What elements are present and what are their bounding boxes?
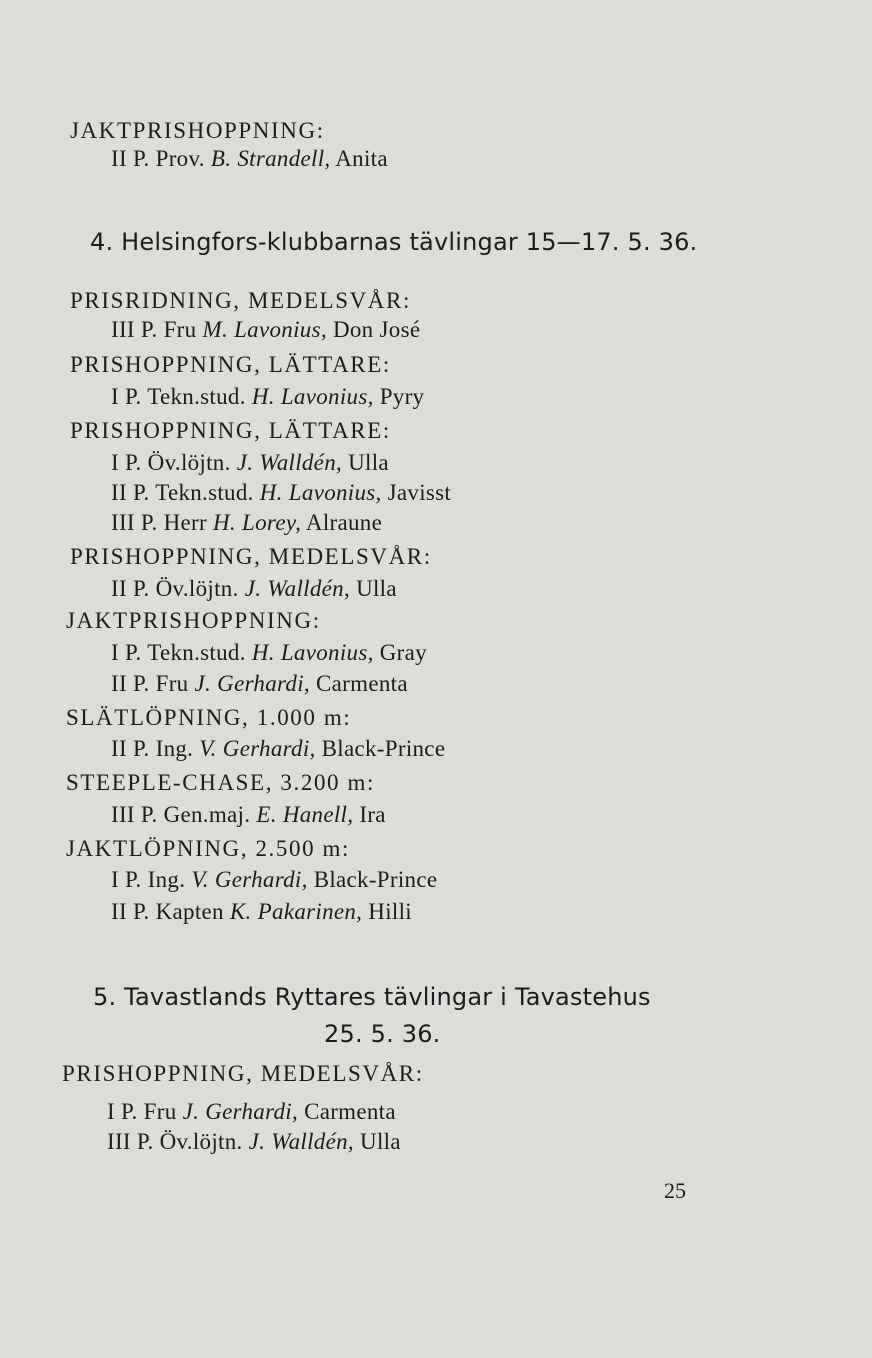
- rider-initial: H.: [259, 480, 283, 505]
- rider-surname: Walldén,: [259, 450, 343, 475]
- rider-initial: H.: [251, 384, 275, 409]
- result-entry: [111, 640, 427, 666]
- placing: I P.: [111, 450, 142, 475]
- result-entry: [111, 510, 382, 536]
- rider-initial: J.: [248, 1129, 266, 1154]
- rider-initial: J.: [182, 1099, 200, 1124]
- placing: III P.: [111, 802, 158, 827]
- event-heading: PRISHOPPNING, LÄTTARE:: [70, 352, 391, 377]
- rider-title: Tekn.stud.: [147, 640, 246, 665]
- rider-title: Tekn.stud.: [155, 480, 254, 505]
- event-heading: PRISHOPPNING, MEDELSVÅR:: [62, 1061, 424, 1086]
- rider-initial: B.: [210, 146, 232, 171]
- placing: III P.: [107, 1129, 154, 1154]
- placing: II P.: [111, 576, 150, 601]
- section-date: 25. 5. 36.: [324, 1020, 441, 1048]
- horse-name: Hilli: [368, 899, 412, 924]
- result-entry: [111, 899, 412, 925]
- section-title: 4. Helsingfors-klubbarnas tävlingar 15—17. 5. 36.: [90, 228, 698, 256]
- result-entry: [111, 736, 445, 762]
- rider-title: Öv.löjtn.: [159, 1129, 243, 1154]
- rider-initial: M.: [202, 317, 229, 342]
- horse-name: Ulla: [360, 1129, 401, 1154]
- placing: II P.: [111, 480, 150, 505]
- placing: III P.: [111, 317, 158, 342]
- rider-title: Öv.löjtn.: [147, 450, 231, 475]
- placing: III P.: [111, 510, 158, 535]
- horse-name: Ulla: [348, 450, 389, 475]
- rider-surname: Walldén,: [267, 576, 350, 601]
- rider-surname: Hanell,: [282, 802, 354, 827]
- result-entry: [111, 802, 386, 828]
- result-entry: [107, 1129, 401, 1155]
- result-entry: [111, 480, 451, 506]
- rider-initial: J.: [236, 450, 254, 475]
- section-title: 5. Tavastlands Ryttares tävlingar i Tavastehus: [93, 983, 651, 1011]
- rider-title: Kapten: [155, 899, 224, 924]
- placing: II P.: [111, 146, 150, 171]
- result-entry: [111, 450, 389, 476]
- horse-name: Anita: [335, 146, 388, 171]
- rider-initial: H.: [213, 510, 236, 535]
- rider-surname: Lavonius,: [288, 480, 382, 505]
- event-heading: STEEPLE-CHASE, 3.200 m:: [66, 770, 375, 795]
- rider-surname: Walldén,: [271, 1129, 354, 1154]
- page-number: 25: [664, 1178, 686, 1203]
- rider-title: Ing.: [147, 867, 186, 892]
- rider-surname: Strandell,: [237, 146, 331, 171]
- placing: I P.: [111, 384, 142, 409]
- placing: II P.: [111, 736, 150, 761]
- rider-title: Gen.maj.: [163, 802, 251, 827]
- rider-surname: Lavonius,: [280, 640, 374, 665]
- placing: I P.: [111, 640, 142, 665]
- rider-title: Fru: [155, 671, 189, 696]
- rider-initial: J.: [194, 671, 212, 696]
- result-entry: [107, 1099, 396, 1125]
- result-entry: [111, 384, 424, 410]
- horse-name: Ira: [359, 802, 386, 827]
- rider-surname: Gerhardi,: [222, 736, 316, 761]
- result-entry: [111, 146, 388, 172]
- rider-title: Ing.: [155, 736, 194, 761]
- rider-title: Prov.: [155, 146, 205, 171]
- rider-initial: K.: [229, 899, 252, 924]
- placing: II P.: [111, 671, 150, 696]
- placing: I P.: [107, 1099, 138, 1124]
- horse-name: Don José: [332, 317, 421, 342]
- event-heading: SLÄTLÖPNING, 1.000 m:: [66, 705, 352, 730]
- horse-name: Alraune: [305, 510, 383, 535]
- horse-name: Carmenta: [316, 671, 408, 696]
- horse-name: Carmenta: [304, 1099, 396, 1124]
- rider-title: Öv.löjtn.: [155, 576, 239, 601]
- rider-surname: Gerhardi,: [214, 867, 308, 892]
- result-entry: [111, 576, 397, 602]
- result-entry: [111, 867, 437, 893]
- rider-surname: Gerhardi,: [205, 1099, 299, 1124]
- event-heading: PRISHOPPNING, LÄTTARE:: [70, 418, 391, 443]
- event-heading: PRISRIDNING, MEDELSVÅR:: [70, 288, 411, 313]
- horse-name: Pyry: [379, 384, 425, 409]
- rider-surname: Pakarinen,: [257, 899, 363, 924]
- event-heading: PRISHOPPNING, MEDELSVÅR:: [70, 544, 432, 569]
- rider-initial: V.: [199, 736, 217, 761]
- rider-initial: J.: [244, 576, 262, 601]
- placing: I P.: [111, 867, 142, 892]
- placing: II P.: [111, 899, 150, 924]
- rider-initial: V.: [191, 867, 209, 892]
- rider-surname: Lavonius,: [234, 317, 327, 342]
- horse-name: Black-Prince: [321, 736, 446, 761]
- event-heading: JAKTPRISHOPPNING:: [70, 118, 325, 143]
- rider-initial: H.: [251, 640, 275, 665]
- event-heading: JAKTPRISHOPPNING:: [66, 608, 321, 633]
- horse-name: Ulla: [356, 576, 397, 601]
- rider-title: Tekn.stud.: [147, 384, 246, 409]
- rider-title: Fru: [163, 317, 197, 342]
- result-entry: [111, 671, 408, 697]
- rider-title: Herr: [163, 510, 207, 535]
- rider-title: Fru: [143, 1099, 177, 1124]
- rider-surname: Lavonius,: [280, 384, 374, 409]
- rider-surname: Lorey,: [242, 510, 302, 535]
- horse-name: Black-Prince: [313, 867, 438, 892]
- horse-name: Gray: [379, 640, 427, 665]
- event-heading: JAKTLÖPNING, 2.500 m:: [66, 836, 351, 861]
- rider-initial: E.: [256, 802, 277, 827]
- result-entry: [111, 317, 420, 343]
- rider-surname: Gerhardi,: [217, 671, 310, 696]
- horse-name: Javisst: [387, 480, 452, 505]
